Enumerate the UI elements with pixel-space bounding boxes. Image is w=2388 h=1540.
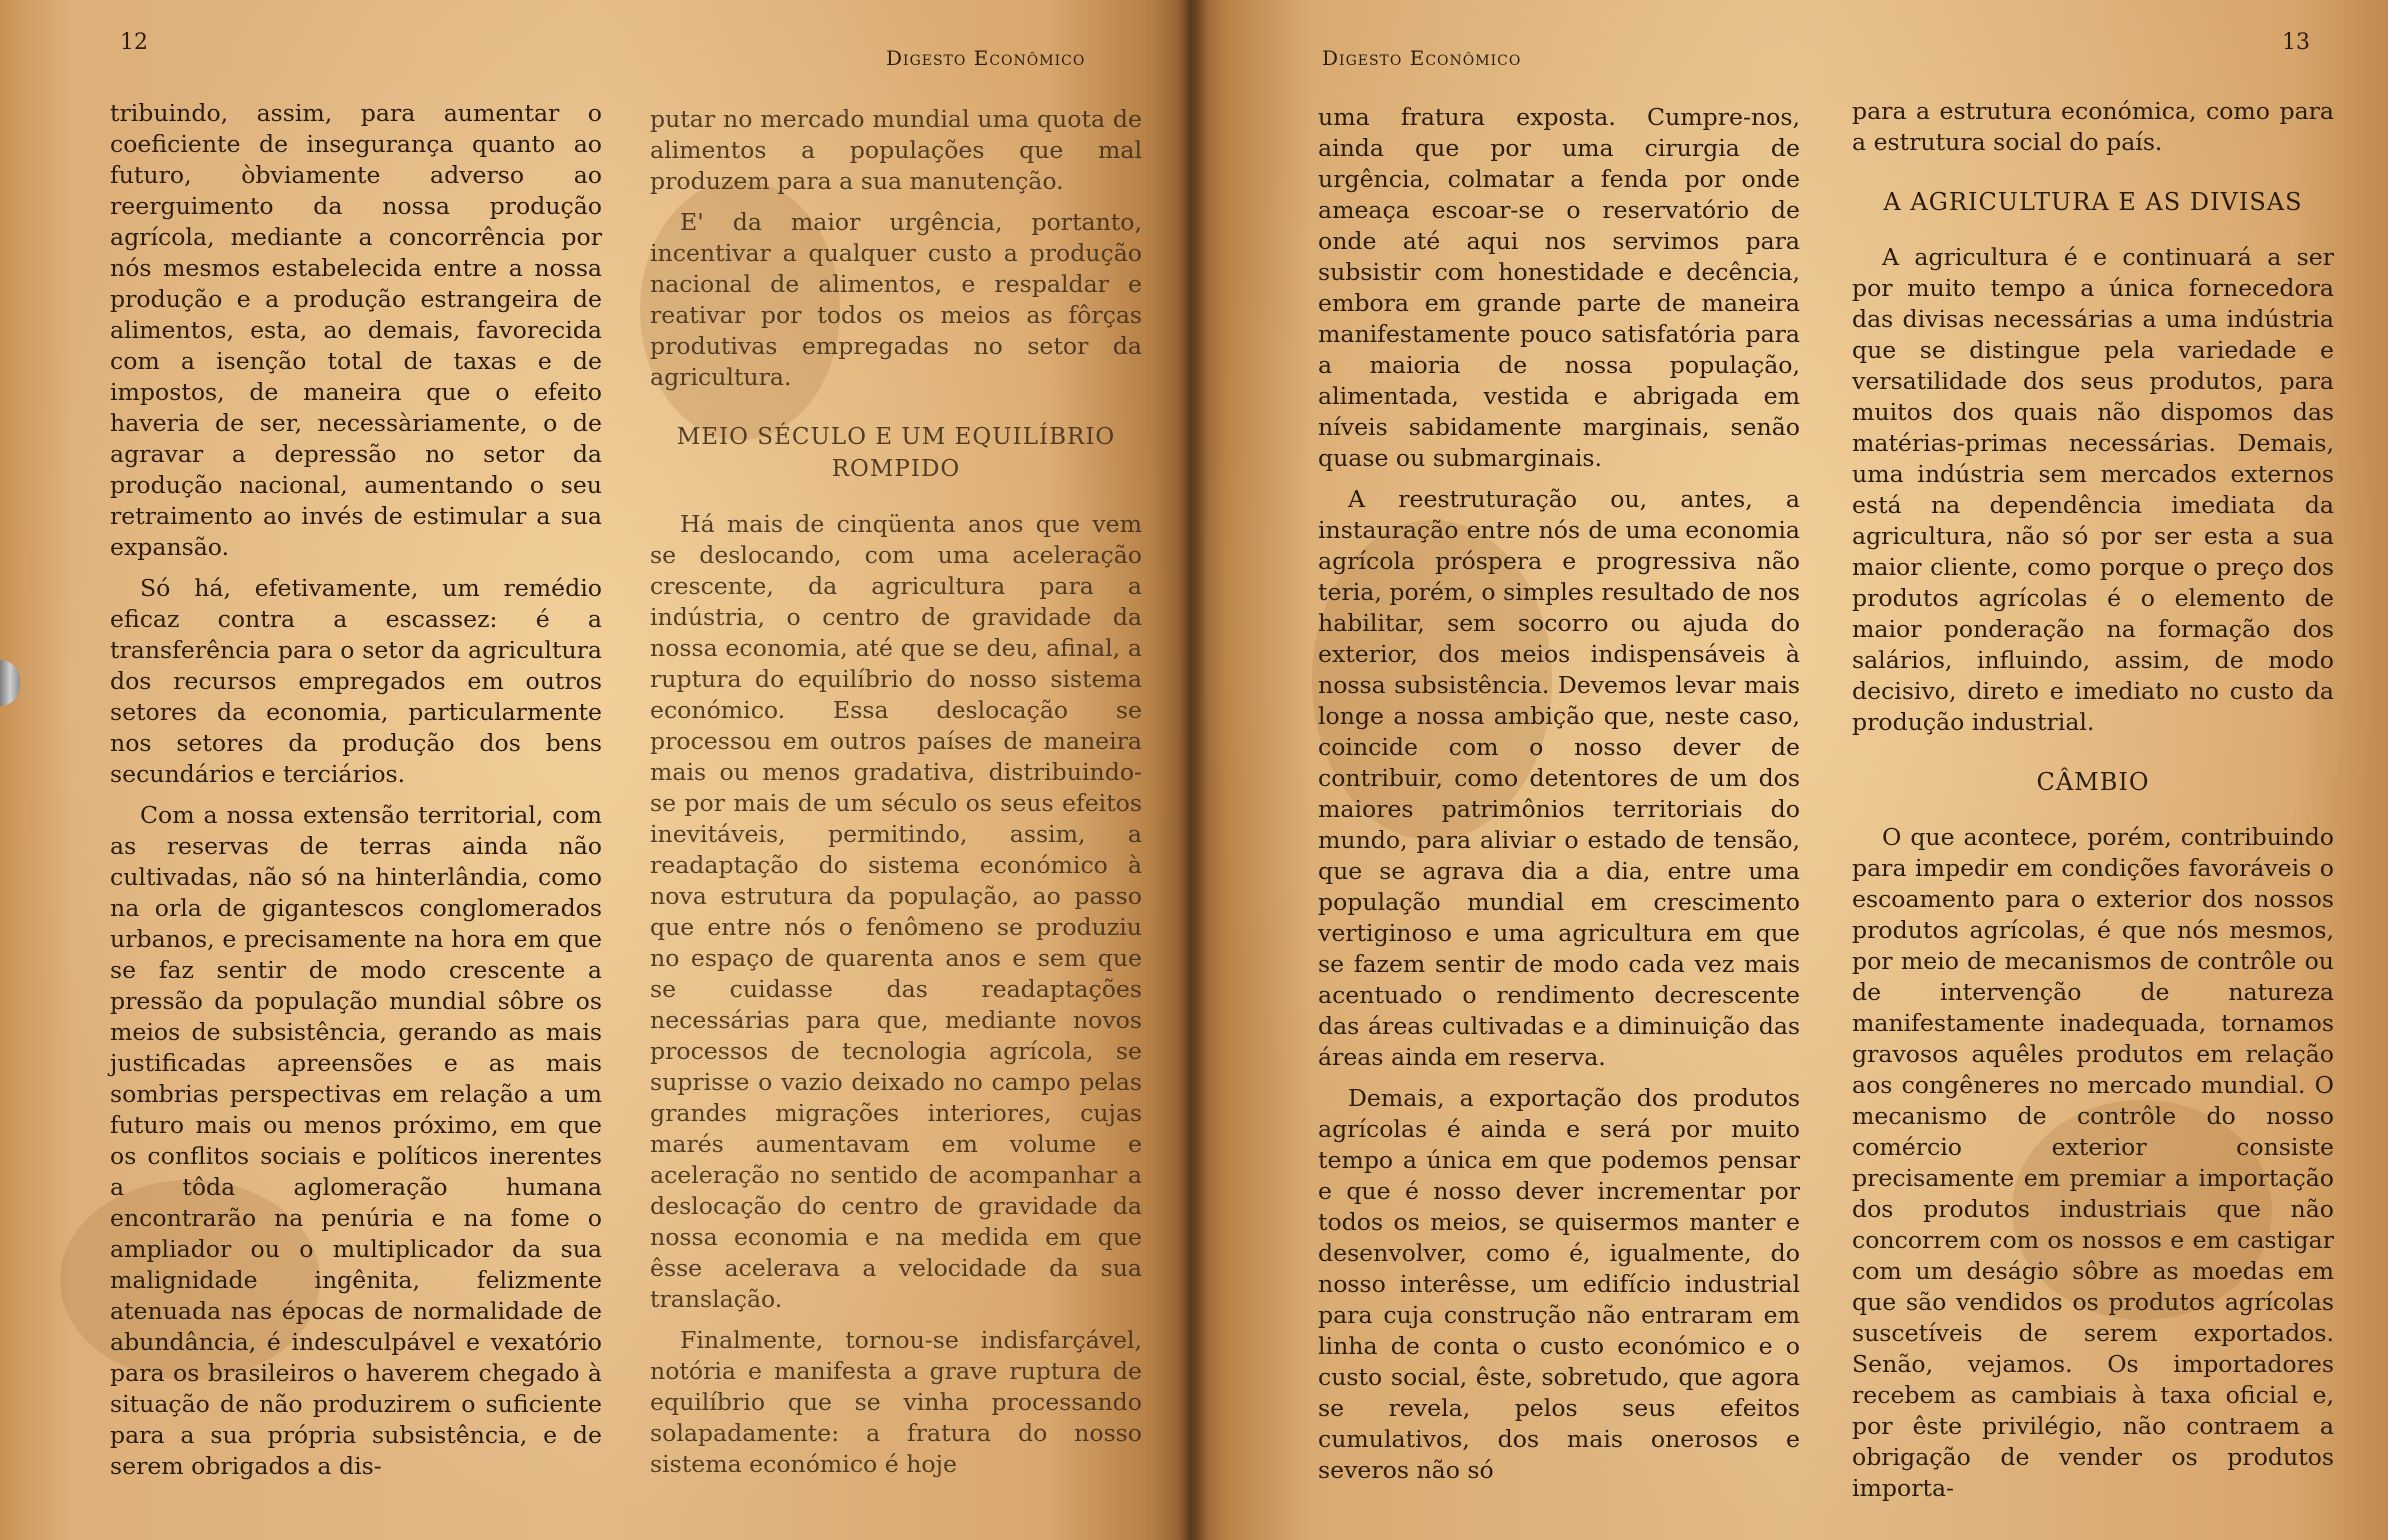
column-1	[110, 98, 602, 1482]
section-heading: MEIO SÉCULO E UM EQUILÍBRIO ROMPIDO	[676, 424, 1116, 482]
section-heading: A AGRICULTURA E AS DIVISAS	[1883, 188, 2303, 216]
paragraph: putar no mercado mundial uma quota de alimentos a populações que mal produzem para a sua manutenção.	[650, 105, 1142, 195]
column-2	[650, 104, 1142, 1480]
left-page	[0, 0, 1188, 1540]
paragraph: uma fratura exposta. Cumpre-nos, ainda que por uma cirurgia de urgência, colmatar a fenda por onde ameaça escoar-se o reservatório de onde até aqui nos servimos para subsistir com honestidade e decência, embora em grande parte de maneira manifestamente pouco satisfatória para a maioria de nossa população, alimentada, vestida e abrigada em níveis sabidamente marginais, senão quase ou submarginais.	[1318, 103, 1800, 472]
page-number: 12	[120, 30, 148, 55]
paragraph: O que acontece, porém, contribuindo para impedir em condições favoráveis o escoamento para o exterior dos nossos produtos agrícolas, é que nós mesmos, por meio de mecanismos de contrôle ou de intervenção de natureza manifestamente inadequada, tornamos gravosos aquêles produtos em relação aos congêneres no mercado mundial. O mecanismo de contrôle do nosso comércio exterior consiste precisamente em premiar a importação dos produtos industriais que não concorrem com os nossos e em castigar com um deságio sôbre as moedas em que são vendidos os produtos agrícolas suscetíveis de serem exportados. Senão, vejamos. Os importadores recebem as cambiais à taxa oficial e, por êste privilégio, não contraem a obrigação de vender os produtos importa-	[1852, 823, 2334, 1502]
paragraph: para a estrutura económica, como para a estrutura social do país.	[1852, 97, 2334, 156]
paragraph: A agricultura é e continuará a ser por muito tempo a única fornecedora das divisas necessárias a uma indústria que se distingue pela variedade e versatilidade dos seus produtos, para muitos dos quais não dispomos das matérias-primas necessárias. Demais, uma indústria sem mercados externos está na dependência imediata da agricultura, não só por ser esta a sua maior cliente, como porque o preço dos produtos agrícolas é o elemento de maior ponderação na formação dos salários, influindo, assim, de modo decisivo, direto e imediato no custo da produção industrial.	[1852, 243, 2334, 736]
paragraph: A reestruturação ou, antes, a instauração entre nós de uma economia agrícola próspera e progressiva não teria, porém, o simples resultado de nos habilitar, sem socorro ou ajuda do exterior, dos meios indispensáveis à nossa subsistência. Devemos levar mais longe a nossa ambição que, neste caso, coincide com o nosso dever de contribuir, como detentores de um dos maiores patrimônios territoriais do mundo, para aliviar o estado de tensão, que se agrava dia a dia, entre uma população mundial em crescimento vertiginoso e uma agricultura em que se fazem sentir de modo cada vez mais acentuado o rendimento decrescente das áreas cultivadas e a diminuição das áreas ainda em reserva.	[1318, 485, 1800, 1071]
binder-clip	[0, 660, 20, 706]
paragraph: Há mais de cinqüenta anos que vem se deslocando, com uma aceleração crescente, da agricultura para a indústria, o centro de gravidade da nossa economia, até que se deu, afinal, a ruptura do equilíbrio do nosso sistema económico. Essa deslocação se processou em outros países de maneira mais ou menos gradativa, distribuindo-se por mais de um século os seus efeitos inevitáveis, permitindo, assim, a readaptação do sistema económico à nova estrutura da população, ao passo que entre nós o fenômeno se produziu no espaço de quarenta anos e sem que se cuidasse das readaptações necessárias para que, mediante novos processos de tecnologia agrícola, se suprisse o vazio deixado no campo pelas grandes migrações interiores, cujas marés aumentavam em volume e aceleração no sentido de acompanhar a deslocação do centro de gravidade da nossa economia e na medida em que êsse acelerava a velocidade da sua translação.	[650, 510, 1142, 1313]
section-heading: CÂMBIO	[2036, 768, 2150, 796]
paragraph: Só há, efetivamente, um remédio eficaz contra a escassez: é a transferência para o setor da agricultura dos recursos empregados em outros setores da economia, particularmente nos setores da produção dos bens secundários e terciários.	[110, 574, 602, 788]
page-number: 13	[2282, 30, 2310, 55]
book-gutter	[1178, 0, 1208, 1540]
paragraph: Demais, a exportação dos produtos agrícolas é ainda e será por muito tempo a única em que podemos pensar e que é nosso dever incrementar por todos os meios, se quisermos manter e desenvolver, como é, igualmente, do nosso interêsse, um edifício industrial para cuja construção não entraram em linha de conta o custo económico e o custo social, êste, sobretudo, que agora se revela, pelos seus efeitos cumulativos, dos mais onerosos e severos não só	[1318, 1084, 1800, 1484]
column-2	[1852, 96, 2334, 1504]
paragraph: Finalmente, tornou-se indisfarçável, notória e manifesta a grave ruptura de equilíbrio que se vinha processando solapadamente: a fratura do nosso sistema económico é hoje	[650, 1326, 1142, 1478]
paragraph: Com a nossa extensão territorial, com as reservas de terras ainda não cultivadas, não só na hinterlândia, como na orla de gigantescos conglomerados urbanos, e precisamente na hora em que se faz sentir de modo crescente a pressão da população mundial sôbre os meios de subsistência, gerando as mais justificadas apreensões e as mais sombrias perspectivas em relação a um futuro mais ou menos próximo, em que os conflitos sociais e políticos inerentes a tôda aglomeração humana encontrarão na penúria e na fome o ampliador ou o multiplicador da sua malignidade ingênita, felizmente atenuada nas épocas de normalidade de abundância, é indesculpável e vexatório para os brasileiros o haverem chegado à situação de não produzirem o suficiente para a sua própria subsistência, e de serem obrigados a dis-	[110, 801, 602, 1480]
paragraph: E' da maior urgência, portanto, incentivar a qualquer custo a produção nacional de alimentos, e respaldar e reativar por todos os meios as fôrças produtivas empregadas no setor da agricultura.	[650, 208, 1142, 391]
right-page	[1192, 0, 2388, 1540]
paragraph: tribuindo, assim, para aumentar o coeficiente de insegurança quanto ao futuro, òbviamente adverso ao reerguimento da nossa produção agrícola, mediante a concorrência por nós mesmos estabelecida entre a nossa produção e a produção estrangeira de alimentos, esta, ao demais, favorecida com a isenção total de taxas e de impostos, de maneira que o efeito haveria de ser, necessàriamente, o de agravar a depressão no setor da produção nacional, aumentando o seu retraimento ao invés de estimular a sua expansão.	[110, 99, 602, 561]
running-head: Digesto Econômico	[1322, 46, 1522, 70]
running-head: Digesto Econômico	[886, 46, 1086, 70]
column-1	[1318, 102, 1800, 1486]
